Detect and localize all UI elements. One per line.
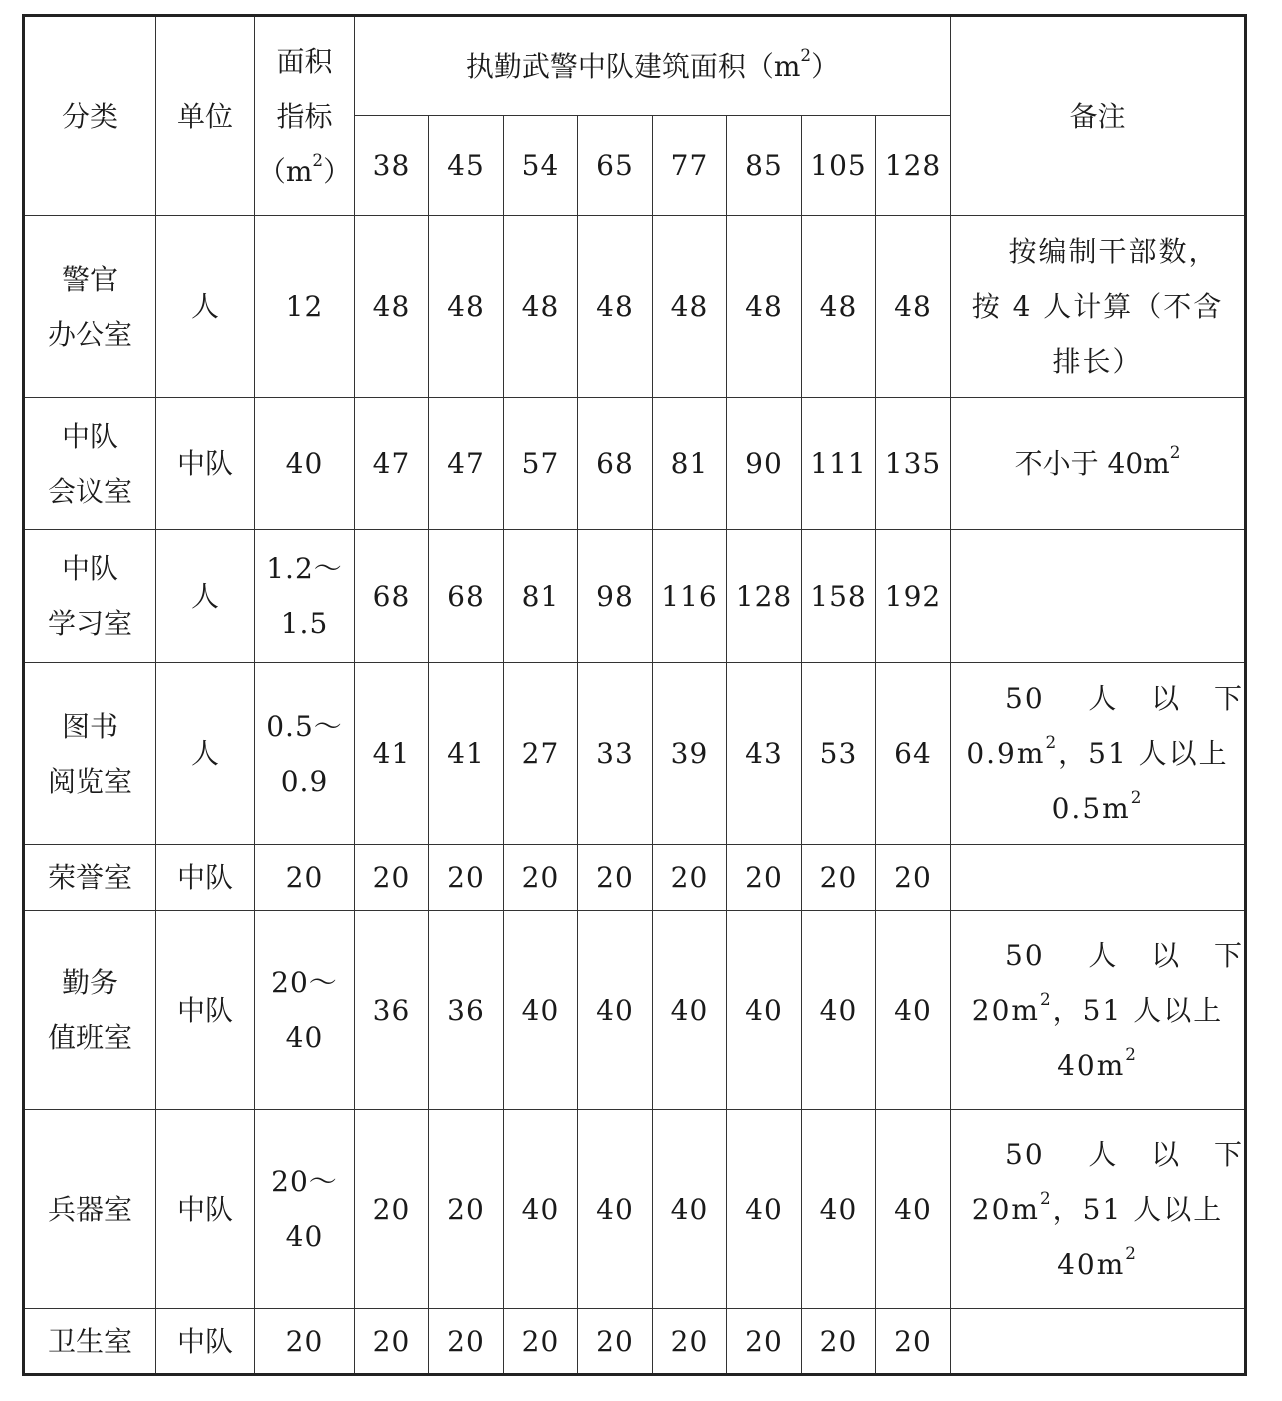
row-value: 48 xyxy=(802,216,876,398)
row-value: 20 xyxy=(653,1309,727,1375)
row-value: 20 xyxy=(504,1309,578,1375)
row-value: 192 xyxy=(876,530,951,663)
row-remark xyxy=(951,845,1246,911)
row-index: 20 xyxy=(255,1309,355,1375)
row-index: 20～ 40 xyxy=(255,911,355,1110)
row-value: 40 xyxy=(727,1110,802,1309)
row-remark: 50 人以下 $0.9m^2$，51 人以上 $0.5m^2$ xyxy=(951,663,1246,845)
row-value: 68 xyxy=(429,530,504,663)
row-value: 20 xyxy=(429,1110,504,1309)
row-value: 48 xyxy=(653,216,727,398)
row-value: 47 xyxy=(429,398,504,530)
row-value: 135 xyxy=(876,398,951,530)
row-value: 36 xyxy=(355,911,429,1110)
row-value: 20 xyxy=(504,845,578,911)
row-value: 20 xyxy=(355,1110,429,1309)
row-value: 48 xyxy=(504,216,578,398)
row-index: 20～ 40 xyxy=(255,1110,355,1309)
table-row xyxy=(24,845,1246,911)
row-value: 40 xyxy=(578,911,653,1110)
row-value: 48 xyxy=(876,216,951,398)
row-index: 20 xyxy=(255,845,355,911)
row-value: 48 xyxy=(355,216,429,398)
row-value: 158 xyxy=(802,530,876,663)
header-area-index-line2: 指标 xyxy=(276,99,333,133)
row-value: 64 xyxy=(876,663,951,845)
row-value: 48 xyxy=(727,216,802,398)
row-value: 90 xyxy=(727,398,802,530)
row-name: 兵器室 xyxy=(24,1110,156,1309)
header-area-index-unit: $(m^2)$ xyxy=(257,149,352,188)
row-value: 40 xyxy=(578,1110,653,1309)
table-row xyxy=(24,398,1246,530)
row-value: 40 xyxy=(504,911,578,1110)
row-value: 20 xyxy=(355,845,429,911)
row-value: 20 xyxy=(727,845,802,911)
header-unit: 单位 xyxy=(156,16,255,216)
row-value: 39 xyxy=(653,663,727,845)
table-row xyxy=(24,663,1246,845)
row-unit: 中队 xyxy=(156,1309,255,1375)
table-row xyxy=(24,530,1246,663)
table-row xyxy=(24,1309,1246,1375)
table-row xyxy=(24,911,1246,1110)
row-value: 41 xyxy=(355,663,429,845)
row-name: 卫生室 xyxy=(24,1309,156,1375)
row-name: 中队 学习室 xyxy=(24,530,156,663)
header-col: 128 xyxy=(876,116,951,216)
row-value: 27 xyxy=(504,663,578,845)
row-name: 警官 办公室 xyxy=(24,216,156,398)
header-row-1 xyxy=(24,16,1246,116)
row-value: 47 xyxy=(355,398,429,530)
header-col: 54 xyxy=(504,116,578,216)
row-value: 41 xyxy=(429,663,504,845)
header-col: 105 xyxy=(802,116,876,216)
row-value: 20 xyxy=(429,845,504,911)
header-category: 分类 xyxy=(24,16,156,216)
row-index: 0.5～ 0.9 xyxy=(255,663,355,845)
header-col: 45 xyxy=(429,116,504,216)
row-value: 40 xyxy=(504,1110,578,1309)
row-value: 20 xyxy=(355,1309,429,1375)
row-name: 荣誉室 xyxy=(24,845,156,911)
row-value: 116 xyxy=(653,530,727,663)
header-area-index-line1: 面积 xyxy=(276,44,333,78)
header-col: 77 xyxy=(653,116,727,216)
row-value: 20 xyxy=(653,845,727,911)
row-value: 68 xyxy=(355,530,429,663)
row-remark: 50 人以下 $20m^2$，51 人以上 $40m^2$ xyxy=(951,1110,1246,1309)
row-value: 20 xyxy=(578,1309,653,1375)
row-value: 20 xyxy=(876,1309,951,1375)
header-col: 85 xyxy=(727,116,802,216)
row-value: 40 xyxy=(802,1110,876,1309)
row-unit: 中队 xyxy=(156,1110,255,1309)
row-index: 40 xyxy=(255,398,355,530)
row-value: 68 xyxy=(578,398,653,530)
table-row xyxy=(24,216,1246,398)
row-value: 111 xyxy=(802,398,876,530)
row-value: 48 xyxy=(578,216,653,398)
row-value: 20 xyxy=(876,845,951,911)
row-value: 20 xyxy=(802,1309,876,1375)
row-value: 33 xyxy=(578,663,653,845)
row-value: 98 xyxy=(578,530,653,663)
row-value: 40 xyxy=(876,1110,951,1309)
row-value: 43 xyxy=(727,663,802,845)
row-remark: 50 人以下 $20m^2$，51 人以上 $40m^2$ xyxy=(951,911,1246,1110)
header-group-title: 执勤武警中队建筑面积$(m^2)$ xyxy=(355,16,951,116)
row-value: 81 xyxy=(653,398,727,530)
row-value: 40 xyxy=(802,911,876,1110)
row-value: 128 xyxy=(727,530,802,663)
row-value: 40 xyxy=(727,911,802,1110)
header-col: 38 xyxy=(355,116,429,216)
row-unit: 人 xyxy=(156,530,255,663)
row-value: 40 xyxy=(653,911,727,1110)
header-remark: 备注 xyxy=(951,16,1246,216)
row-value: 57 xyxy=(504,398,578,530)
row-unit: 中队 xyxy=(156,845,255,911)
header-area-index xyxy=(255,16,355,216)
row-remark: 不小于 $40m^2$ xyxy=(951,398,1246,530)
row-remark xyxy=(951,1309,1246,1375)
row-value: 81 xyxy=(504,530,578,663)
row-remark: 按编制干部数， 按 4 人计算（不含 排长） xyxy=(951,216,1246,398)
row-value: 20 xyxy=(429,1309,504,1375)
row-unit: 中队 xyxy=(156,911,255,1110)
row-value: 53 xyxy=(802,663,876,845)
table-row xyxy=(24,1110,1246,1309)
row-value: 20 xyxy=(578,845,653,911)
row-remark xyxy=(951,530,1246,663)
row-unit: 中队 xyxy=(156,398,255,530)
row-unit: 人 xyxy=(156,663,255,845)
row-value: 40 xyxy=(653,1110,727,1309)
header-col: 65 xyxy=(578,116,653,216)
row-name: 图书 阅览室 xyxy=(24,663,156,845)
area-standard-table xyxy=(22,14,1247,1376)
row-value: 20 xyxy=(802,845,876,911)
row-name: 中队 会议室 xyxy=(24,398,156,530)
row-name: 勤务 值班室 xyxy=(24,911,156,1110)
row-value: 48 xyxy=(429,216,504,398)
row-index: 12 xyxy=(255,216,355,398)
row-unit: 人 xyxy=(156,216,255,398)
row-value: 36 xyxy=(429,911,504,1110)
row-value: 20 xyxy=(727,1309,802,1375)
row-index: 1.2～ 1.5 xyxy=(255,530,355,663)
row-value: 40 xyxy=(876,911,951,1110)
